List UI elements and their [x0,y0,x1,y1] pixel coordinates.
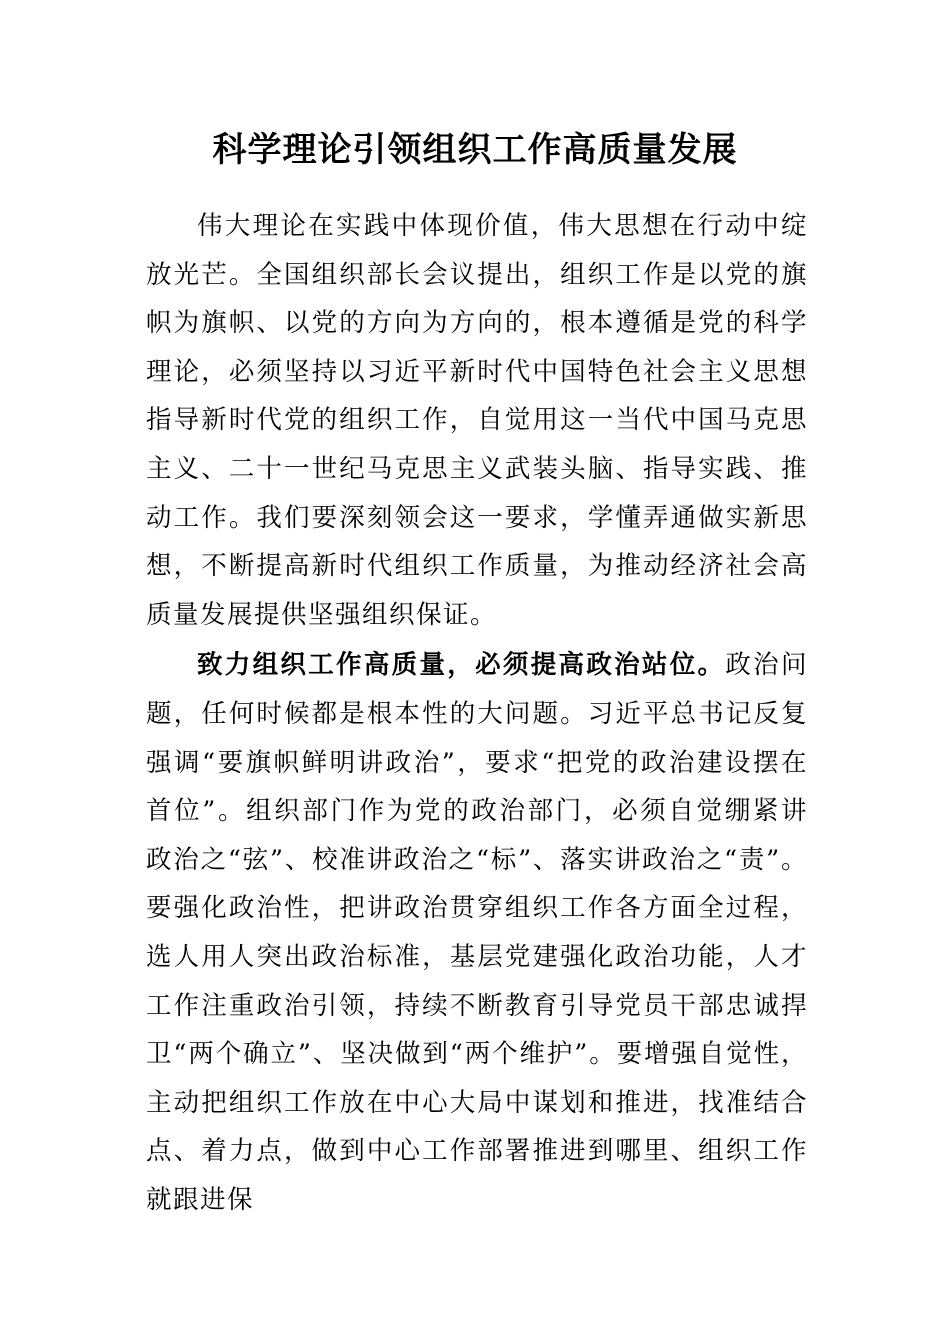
paragraph-text: 政治问题，任何时候都是根本性的大问题。习近平总书记反复强调“要旗帜鲜明讲政治”，要求“把党的政治建设摆在首位”。组织部门作为党的政治部门，必须自觉绷紧讲政治之“弦”、校准讲政治之“标”、落实讲政治之“责”。要强化政治性，把讲政治贯穿组织工作各方面全过程，选人用人突出政治标准，基层党建强化政治功能，人才工作注重政治引领，持续不断教育引导党员干部忠诚捍卫“两个确立”、坚决做到“两个维护”。要增强自觉性，主动把组织工作放在中心大局中谋划和推进，找准结合点、着力点，做到中心工作部署推进到哪里、组织工作就跟进保 [146,650,808,1215]
document-body [146,202,808,1224]
document-title: 科学理论引领组织工作高质量发展 [212,130,738,170]
paragraph-text: 伟大理论在实践中体现价值，伟大思想在行动中绽放光芒。全国组织部长会议提出，组织工作是以党的旗帜为旗帜、以党的方向为方向的，根本遵循是党的科学理论，必须坚持以习近平新时代中国特色社会主义思想指导新时代党的组织工作，自觉用这一当代中国马克思主义、二十一世纪马克思主义武装头脑、指导实践、推动工作。我们要深刻领会这一要求，学懂弄通做实新思想，不断提高新时代组织工作质量，为推动经济社会高质量发展提供坚强组织保证。 [146,211,808,630]
paragraph-political-stance [146,641,808,1224]
paragraph-lead-heading: 致力组织工作高质量，必须提高政治站位。 [197,650,726,681]
paragraph-intro [146,202,808,639]
